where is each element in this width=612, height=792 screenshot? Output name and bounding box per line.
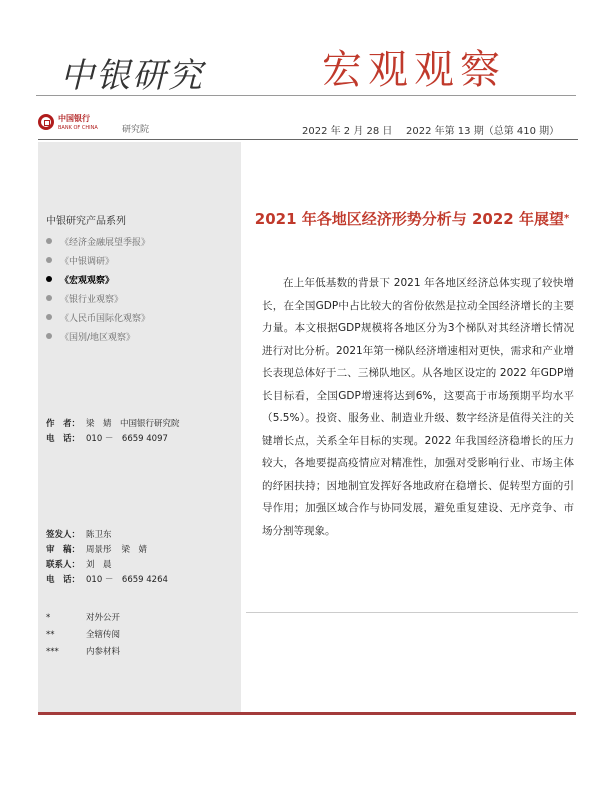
series-item-label: 《宏观观察》 [60, 276, 115, 286]
series-item[interactable] [46, 331, 150, 350]
contact-value: 刘 晨 [86, 560, 112, 570]
phone-value: 010 － 6659 4264 [86, 575, 168, 585]
bullet-icon [46, 276, 52, 282]
legend-stars: * [46, 613, 51, 623]
bank-name: 中国银行 [58, 114, 90, 123]
issue-date: 2022 年 2 月 28 日 [302, 126, 393, 137]
series-item-label: 《经济金融展望季报》 [60, 238, 151, 248]
bank-emblem-icon [38, 114, 54, 130]
issue-number: 2022 年第 13 期（总第 410 期） [406, 126, 560, 137]
legend-text: 全辖传阅 [86, 630, 121, 640]
bullet-icon [46, 314, 52, 320]
phone-value: 010 － 6659 4097 [86, 434, 168, 444]
phone-label: 电 话： [46, 575, 81, 585]
signer-value: 陈卫东 [86, 530, 112, 540]
contact-label: 联系人： [46, 560, 81, 570]
phone-label: 电 话： [46, 434, 81, 444]
author-block [46, 417, 180, 447]
research-logo: 中银研究 [60, 56, 204, 96]
header-divider [36, 95, 576, 96]
series-item-label: 《银行业观察》 [60, 295, 124, 305]
institute-name: 研究院 [122, 125, 150, 135]
series-item-label: 《人民币国际化观察》 [60, 314, 151, 324]
bank-name-en: BANK OF CHINA [58, 125, 98, 131]
bullet-icon [46, 238, 52, 244]
bullet-icon [46, 257, 52, 263]
series-list [46, 236, 150, 350]
legend-stars: ** [46, 630, 55, 640]
legend-text: 内参材料 [86, 647, 121, 657]
classification-legend [46, 610, 120, 661]
series-item[interactable] [46, 236, 150, 255]
signoff-block [46, 528, 168, 588]
series-item[interactable] [46, 255, 150, 274]
reviewer-label: 审 稿： [46, 545, 81, 555]
article-title-mark: * [563, 213, 570, 224]
bank-divider [38, 139, 578, 140]
legend-row [46, 627, 120, 644]
article-title [246, 205, 578, 233]
signer-label: 签发人： [46, 530, 81, 540]
series-item[interactable] [46, 312, 150, 331]
legend-row [46, 644, 120, 661]
legend-row [46, 610, 120, 627]
author-label: 作 者： [46, 419, 81, 429]
reviewer-value: 周景彤 [86, 545, 112, 555]
bullet-icon [46, 333, 52, 339]
series-item-active[interactable] [46, 274, 150, 293]
article-abstract: 在上年低基数的背景下 2021 年各地区经济总体实现了较快增长，在全国GDP中占比较大的省份依然是拉动全国经济增长的主要力量。本文根据GDP规模将各地区分为3个梯队对其经济增长情况进行对比分析。2021年第一梯队经济增速相对更快，需求和产业增长表现总体好于二、三梯队地区。从各地区设定的 2022 年GDP增长目标看，全国GDP增速将达到6%，这要高于市场预期平均水平（5.5%）。投资、服务业、制造业升级、数字经济是值得关注的关键增长点，关系全年目标的实现。2022 年我国经济稳增长的压力较大，各地要提高疫情应对精准性，加强对受影响行业、市场主体的纾困扶持；因地制宜发挥好各地政府在稳增长、促转型方面的引导作用；加强区域合作与协同发展，避免重复建设、无序竞争、市场分割等现象。 [262, 277, 574, 537]
article-title-text: 2021 年各地区经济形势分析与 2022 年展望 [254, 210, 564, 228]
series-item[interactable] [46, 293, 150, 312]
reviewer-value: 梁 婧 [121, 545, 148, 555]
bottom-rule [38, 712, 576, 715]
abstract-divider [246, 612, 578, 613]
legend-stars: *** [46, 647, 59, 657]
series-heading: 中银研究产品系列 [46, 216, 126, 227]
series-item-label: 《国别/地区观察》 [60, 333, 136, 343]
legend-text: 对外公开 [86, 613, 121, 623]
bullet-icon [46, 295, 52, 301]
author-value: 梁 婧 中国银行研究院 [86, 419, 180, 429]
bank-info-row [38, 112, 578, 138]
series-item-label: 《中银调研》 [60, 257, 115, 267]
product-title: 宏观观察 [322, 47, 506, 93]
